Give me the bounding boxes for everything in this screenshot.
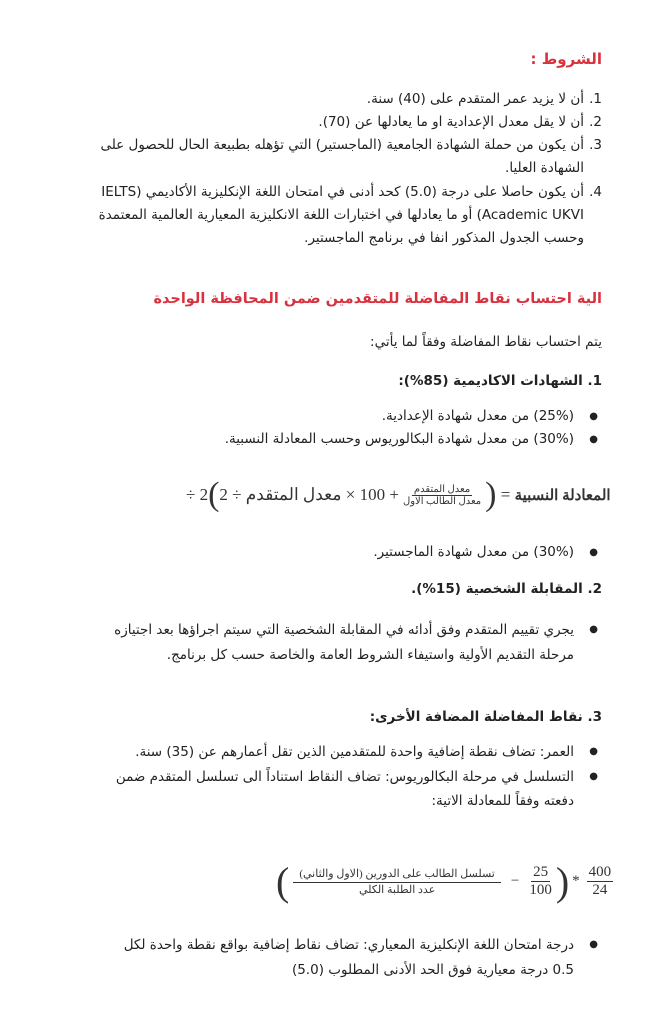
section-academic-bullets (102, 405, 602, 451)
fraction-denominator: 24 (592, 882, 608, 898)
item-number: 4. (589, 184, 602, 200)
item-number: 3. (589, 137, 602, 153)
rank-equation (276, 858, 617, 905)
item-text: أن يكون من حملة الشهادة الجامعية (الماجستير) التي تؤهله بطبيعة الحال للحصول على الشهادة العليا. (100, 137, 584, 176)
fraction-numerator: تسلسل الطالب على الدورين (الاول والثاني) (293, 867, 501, 883)
section-interview-bullets (102, 618, 602, 667)
section-academic-title: 1. الشهادات الاكاديمية (85%): (398, 373, 602, 389)
eq-fraction (403, 484, 481, 507)
points-intro: يتم احتساب نقاط المفاضلة وفقاً لما يأتي: (370, 334, 602, 350)
item-text: أن لا يقل معدل الإعدادية او ما يعادلها عن (70). (318, 114, 584, 130)
eq-sign: = (500, 485, 511, 504)
item-number: 2. (589, 114, 602, 130)
eq-times: × 100 + (345, 485, 399, 504)
fraction-denominator: معدل الطالب الاول (402, 495, 482, 507)
section-other-bullets (102, 740, 602, 814)
bullet-item: ● العمر: تضاف نقطة إضافية واحدة للمتقدمين الذين تقل أعمارهم عن (35) سنة. (102, 740, 574, 765)
fraction-denominator: عدد الطلبة الكلي (358, 884, 436, 896)
relative-equation (186, 476, 611, 514)
bullet-item: ● (25%) من معدل شهادة الإعدادية. (102, 405, 574, 428)
eq-rest: معدل المتقدم ÷ 2 (219, 485, 342, 504)
points-heading: الية احتساب نقاط المفاضلة للمتقدمين ضمن المحافظة الواحدة (153, 291, 602, 307)
section-other-bullet3 (102, 933, 602, 982)
paren: ) (485, 476, 497, 513)
fraction-numerator: معدل المتقدم (413, 483, 471, 495)
section-other-title: 3. نقاط المفاضلة المضافة الأخرى: (369, 709, 602, 725)
condition-item (62, 134, 602, 180)
fraction-numerator: 25 (533, 864, 549, 880)
bullet-item: ● درجة امتحان اللغة الإنكليزية المعياري: تضاف نقاط إضافية بواقع نقطة واحدة لكل 0.5 درجة معيارية فوق الحد الأدنى المطلوب (5.0) (102, 933, 574, 982)
section-interview-title: 2. المقابلة الشخصية (15%). (411, 581, 602, 597)
eq-tail: ÷ 2 (186, 485, 209, 504)
paren: ) (555, 859, 570, 904)
condition-item (62, 88, 602, 111)
paren: ( (208, 476, 220, 513)
bullet-item: ● التسلسل في مرحلة البكالوريوس: تضاف النقاط استناداً الى تسلسل المتقدم ضمن دفعته وفقاً للمعادلة الاتية: (102, 765, 574, 814)
eq-times: * (572, 873, 580, 889)
conditions-title: الشروط : (530, 50, 602, 68)
eq-minus: − (510, 873, 520, 889)
fraction-denominator: 100 (529, 882, 552, 898)
bullet-item: ● يجري تقييم المتقدم وفق أدائه في المقابلة الشخصية التي سيتم اجراؤها بعد اجتيازه مرحلة التقديم الأولية واستيفاء الشروط العامة والخاصة حسب كل برنامج. (102, 618, 574, 667)
eq-fraction (529, 864, 552, 899)
bullet-item: ● (30%) من معدل شهادة البكالوريوس وحسب المعادلة النسبية. (102, 428, 574, 451)
paren: ( (276, 859, 290, 904)
conditions-list (62, 88, 602, 250)
item-text: أن يكون حاصلا على درجة (5.0) كحد أدنى في امتحان اللغة الإنكليزية الأكاديمي (IELTS Academic UKVI) أو ما يعادلها في اختبارات اللغة الانكليزية المعيارية العالمية المعتمدة وحسب الجدول المذكور انفا في برنامج الماجستير. (98, 184, 584, 246)
eq-lhs: المعادلة النسبية (514, 487, 611, 504)
eq-fraction (293, 867, 501, 896)
item-text: أن لا يزيد عمر المتقدم على (40) سنة. (366, 91, 584, 107)
eq-fraction (587, 864, 614, 899)
item-number: 1. (589, 91, 602, 107)
condition-item (62, 111, 602, 134)
bullet-item: ● (30%) من معدل شهادة الماجستير. (102, 541, 574, 564)
section-academic-bullet3 (102, 541, 602, 564)
condition-item (62, 181, 602, 250)
fraction-numerator: 400 (588, 864, 612, 880)
